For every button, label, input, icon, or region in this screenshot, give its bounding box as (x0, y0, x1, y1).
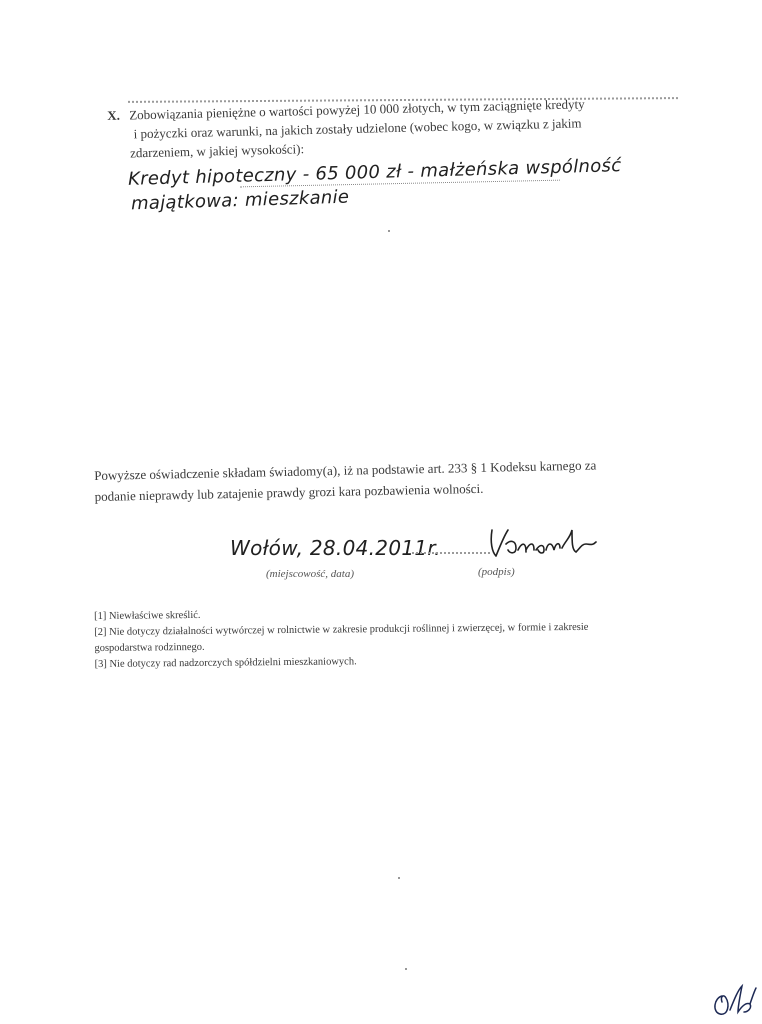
footnote-1: [1] Niewłaściwe skreślić. (94, 609, 201, 622)
footnote-3: [3] Nie dotyczy rad nadzorczych spółdzielni mieszkaniowych. (94, 656, 357, 670)
place-date-caption: (miejscowość, data) (266, 568, 354, 580)
statement-line-2: podanie nieprawdy lub zatajenie prawdy grozi kara pozbawienia wolności. (94, 480, 484, 504)
footnote-2-line-1: [2] Nie dotyczy działalności wytwórczej w rolnictwie w zakresie produkcji roślinnej i zwierzęcej, w formie i zakresie (94, 621, 589, 638)
scan-speck (398, 877, 400, 879)
signature-dotted-line (412, 552, 490, 554)
legal-statement (94, 452, 695, 507)
handwritten-answer-line-1: Kredyt hipoteczny - 65 000 zł - małżeńska wspólność (127, 155, 622, 190)
handwritten-initials (708, 982, 758, 1020)
section-x-line-3: zdarzeniem, w jakiej wysokości): (129, 141, 305, 161)
section-marker: X. (107, 107, 121, 123)
footnotes (94, 603, 705, 673)
section-x (107, 92, 678, 163)
section-x-line-1: Zobowiązania pieniężne o wartości powyżej 10 000 złotych, w tym zaciągnięte kredyty (129, 96, 585, 123)
section-x-line-2: i pożyczki oraz warunki, na jakich zostały udzielone (wobec kogo, w związku z jakim (133, 115, 582, 142)
footnote-2-line-2: gospodarstwa rodzinnego. (94, 641, 205, 654)
handwritten-signature (486, 522, 598, 562)
handwritten-answer-line-2: majątkowa: mieszkanie (130, 186, 350, 215)
statement-line-1: Powyższe oświadczenie składam świadomy(a), iż na podstawie art. 233 § 1 Kodeksu karnego za (94, 457, 597, 483)
scan-speck (388, 230, 390, 232)
signature-caption: (podpis) (478, 566, 515, 578)
place-and-date: Wołów, 28.04.2011r. (230, 536, 441, 560)
scan-speck (405, 968, 407, 970)
